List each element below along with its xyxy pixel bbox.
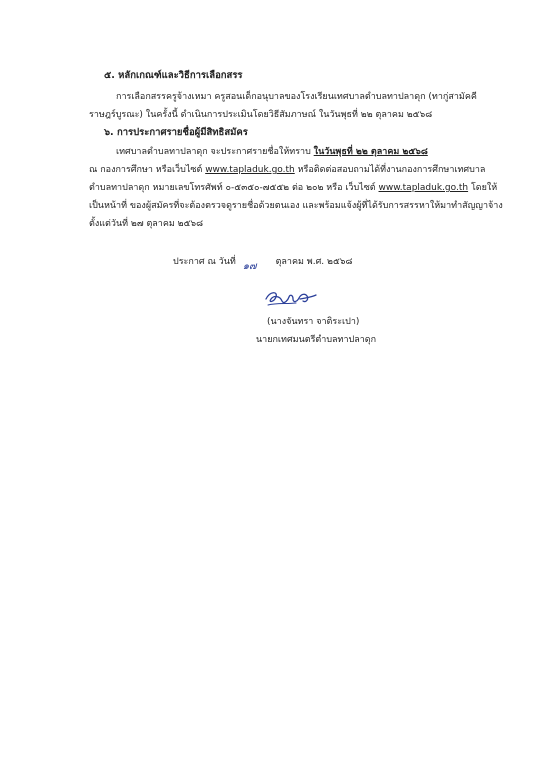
section-6-line-2-text: ณ กองการศึกษา หรือเว็บไซต์: [89, 165, 203, 175]
section-6-line-3: [89, 182, 497, 194]
section-5-line-2: ราษฎร์บูรณะ) ในครั้งนี้ ดำเนินการประเมินโดยวิธีสัมภาษณ์ ในวันพุธที่ ๒๒ ตุลาคม ๒๕๖๘: [89, 110, 433, 120]
announcement-day-handwritten: ๑๗: [242, 261, 257, 272]
section-5-line-1: การเลือกสรรครูจ้างเหมา ครูสอนเด็กอนุบาลของโรงเรียนเทศบาลตำบลทาปลาดุก (ทากู่สามัคคี: [116, 92, 477, 102]
section-6-line-3-text: ตำบลทาปลาดุก หมายเลขโทรศัพท์ ๐-๕๓๕๐-๗๕๕๒ ต่อ ๒๐๒ หรือ เว็บไซต์: [89, 183, 376, 193]
section-6-line-5: ตั้งแต่วันที่ ๒๗ ตุลาคม ๒๕๖๘: [89, 219, 204, 229]
section-6-line-2-text-b: หรือติดต่อสอบถามได้ที่งานกองการศึกษาเทศบาล: [297, 165, 486, 175]
section-6-heading: ๖. การประกาศรายชื่อผู้มีสิทธิสมัคร: [104, 127, 248, 138]
signatory-name: (นางจันทรา จาติระเปา): [267, 317, 360, 327]
signatory-position: นายกเทศมนตรีตำบลทาปลาดุก: [256, 335, 377, 345]
signature-image: [262, 287, 318, 313]
announcement-date-highlight: ในวันพุธที่ ๒๒ ตุลาคม ๒๕๖๘: [313, 147, 428, 157]
section-5-heading: ๕. หลักเกณฑ์และวิธีการเลือกสรร: [104, 70, 243, 81]
announcement-suffix: ตุลาคม พ.ศ. ๒๕๖๘: [275, 257, 353, 267]
section-6-line-1: [116, 146, 428, 158]
section-6-line-4: เป็นหน้าที่ ของผู้สมัครที่จะต้องตรวจดูรายชื่อด้วยตนเอง และพร้อมแจ้งผู้ที่ได้รับการสรรหาให้มาทำสัญญาจ้าง: [89, 201, 503, 211]
announcement-date-line: [173, 256, 353, 272]
section-6-line-1-text: เทศบาลตำบลทาปลาดุก จะประกาศรายชื่อให้ทราบ: [116, 147, 311, 157]
section-6-line-3-text-b: โดยให้: [470, 183, 498, 193]
section-6-line-2: [89, 164, 485, 176]
announcement-prefix: ประกาศ ณ วันที่: [173, 257, 236, 267]
website-link[interactable]: www.tapladuk.go.th: [205, 165, 295, 175]
website-link-2[interactable]: www.tapladuk.go.th: [378, 183, 469, 193]
